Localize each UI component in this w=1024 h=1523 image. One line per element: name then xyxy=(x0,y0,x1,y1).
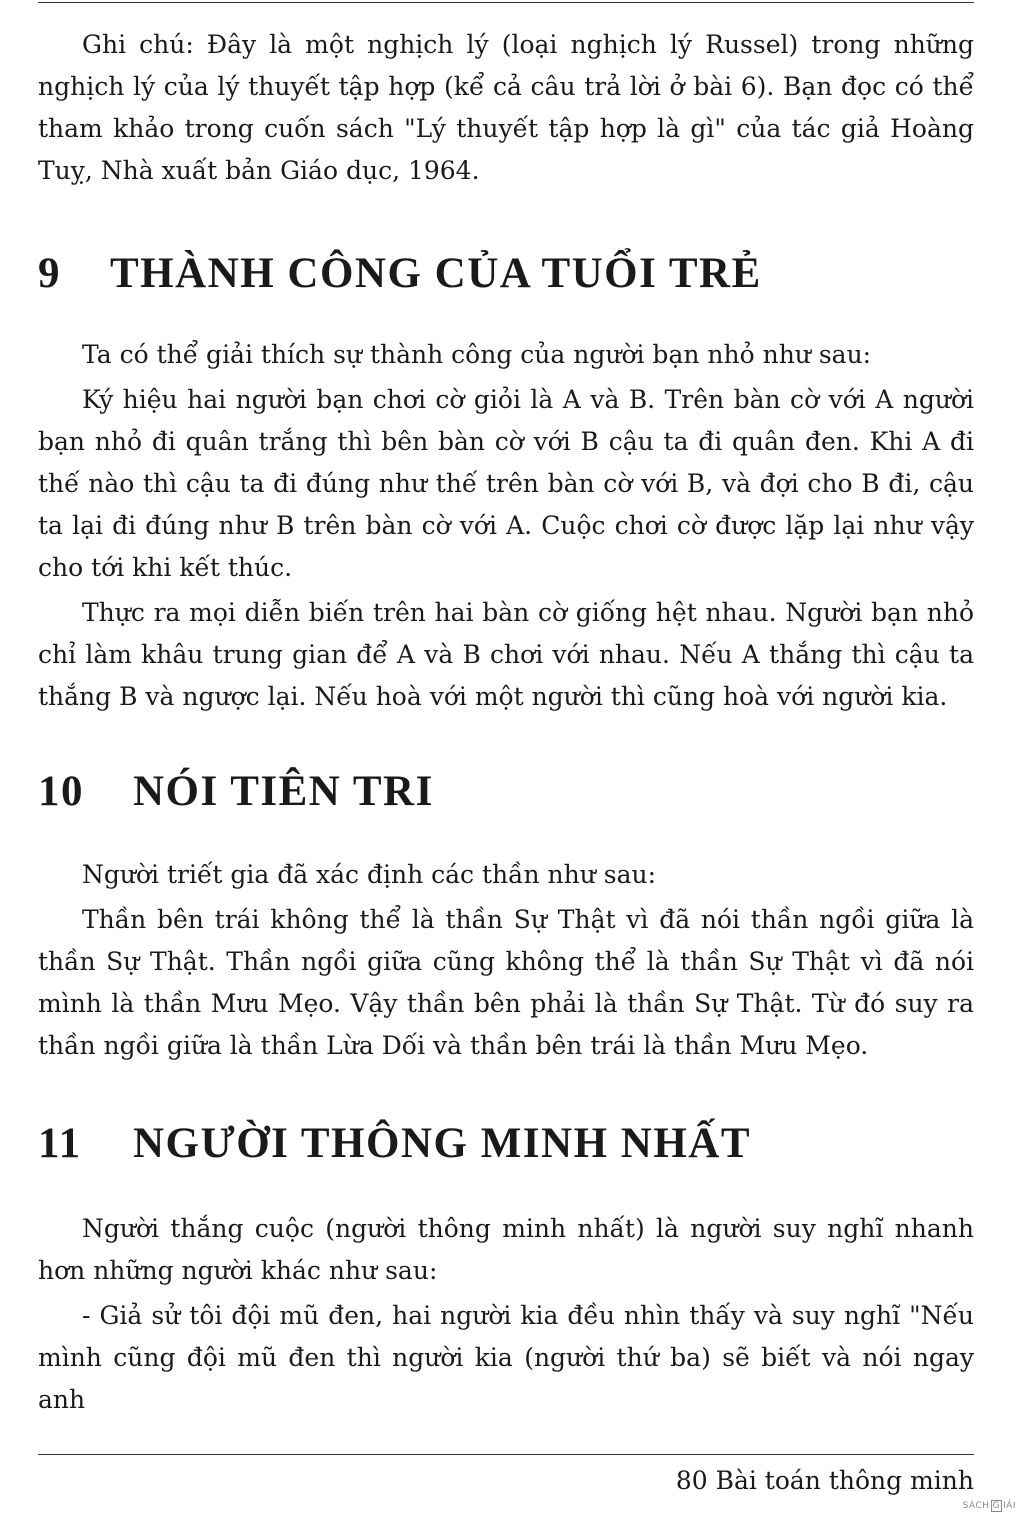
watermark-box: G xyxy=(992,1501,1001,1511)
section-11-number: 11 xyxy=(38,1120,82,1167)
top-rule xyxy=(38,2,974,3)
section-10-number: 10 xyxy=(38,768,84,815)
note-paragraph: Ghi chú: Đây là một nghịch lý (loại nghịch lý Russel) trong những nghịch lý của lý thuyết tập hợp (kể cả câu trả lời ở bài 6). Bạn đọc có thể tham khảo trong cuốn sách "Lý thuyết tập hợp là gì" của tác giả Hoàng Tuỵ, Nhà xuất bản Giáo dục, 1964. xyxy=(38,30,974,185)
section-11-title: NGƯỜI THÔNG MINH NHẤT xyxy=(133,1120,752,1167)
section-10-heading xyxy=(38,767,974,816)
watermark-logo xyxy=(963,1500,1016,1512)
bottom-rule xyxy=(38,1454,974,1455)
section-10-paragraph-1: Người triết gia đã xác định các thần như sau: xyxy=(82,860,657,889)
section-11-paragraph-2: - Giả sử tôi đội mũ đen, hai người kia đều nhìn thấy và suy nghĩ "Nếu mình cũng đội mũ đen thì người kia (người thứ ba) sẽ biết và nói ngay anh xyxy=(38,1301,974,1414)
section-10-paragraph-2: Thần bên trái không thể là thần Sự Thật vì đã nói thần ngồi giữa là thần Sự Thật. Thần ngồi giữa cũng không thể là thần Sự Thật vì đã nói mình là thần Mưu Mẹo. Vậy thần bên phải là thần Sự Thật. Từ đó suy ra thần ngồi giữa là thần Lừa Dối và thần bên trái là thần Mưu Mẹo. xyxy=(38,905,974,1060)
section-9-heading xyxy=(38,249,974,298)
section-9-paragraph-1: Ta có thể giải thích sự thành công của người bạn nhỏ như sau: xyxy=(82,340,872,369)
watermark-right: IẢI xyxy=(1003,1501,1016,1511)
page-footer: 80 Bài toán thông minh xyxy=(675,1466,974,1495)
section-10-title: NÓI TIÊN TRI xyxy=(133,768,434,815)
section-11-paragraph-1: Người thắng cuộc (người thông minh nhất) là người suy nghĩ nhanh hơn những người khác như sau: xyxy=(38,1214,974,1285)
section-9-title: THÀNH CÔNG CỦA TUỔI TRẺ xyxy=(110,250,762,297)
section-11-heading xyxy=(38,1119,974,1168)
watermark-left: SÁCH xyxy=(962,1501,990,1511)
section-9-paragraph-3: Thực ra mọi diễn biến trên hai bàn cờ giống hệt nhau. Người bạn nhỏ chỉ làm khâu trung gian để A và B chơi với nhau. Nếu A thắng thì cậu ta thắng B và ngược lại. Nếu hoà với một người thì cũng hoà với người kia. xyxy=(38,598,974,711)
section-9-number: 9 xyxy=(38,250,61,297)
section-9-paragraph-2: Ký hiệu hai người bạn chơi cờ giỏi là A và B. Trên bàn cờ với A người bạn nhỏ đi quân trắng thì bên bàn cờ với B cậu ta đi quân đen. Khi A đi thế nào thì cậu ta đi đúng như thế trên bàn cờ với B, và đợi cho B đi, cậu ta lại đi đúng như B trên bàn cờ với A. Cuộc chơi cờ được lặp lại như vậy cho tới khi kết thúc. xyxy=(38,385,974,582)
page-content xyxy=(38,24,974,1421)
